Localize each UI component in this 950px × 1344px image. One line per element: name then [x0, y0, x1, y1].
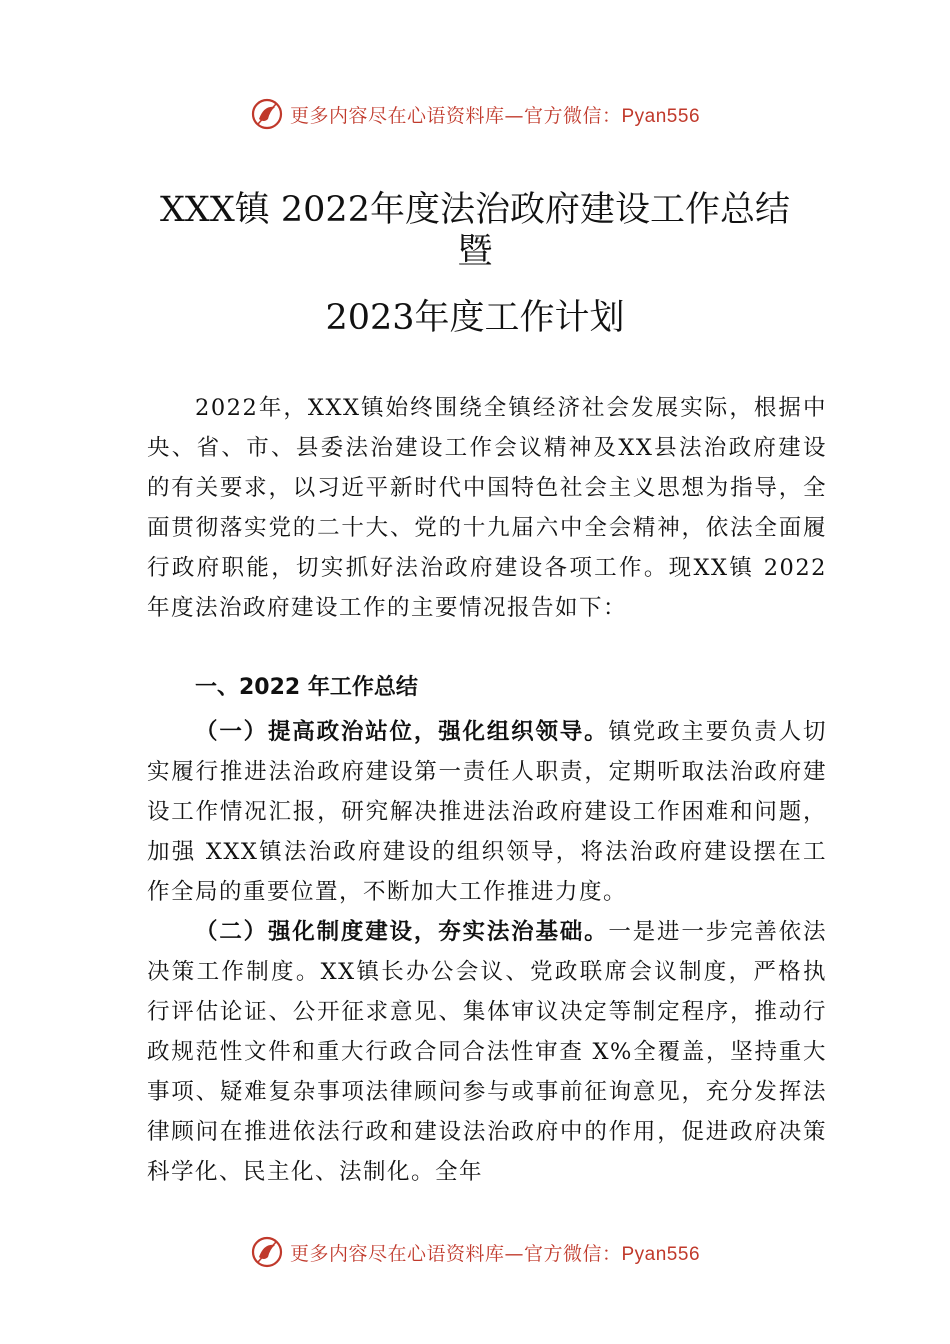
watermark-footer: [0, 1232, 950, 1272]
item-2-text: 一是进一步完善依法决策工作制度。XX镇长办公会议、党政联席会议制度，严格执行评估论证、公开征求意见、集体审议决定等制定程序，推动行政规范性文件和重大行政合同合法性审查 X%全覆盖，坚持重大事项、疑难复杂事项法律顾问参与或事前征询意见，充分发挥法律顾问在推进依法行政和建设法治政府中的作用，促进政府决策科学化、民主化、法制化。全年: [147, 919, 827, 1185]
watermark-text: [290, 1239, 700, 1266]
watermark-label: 更多内容尽在心语资料库—官方微信：: [289, 1242, 622, 1265]
item-1-lead: （一）提高政治站位，强化组织领导。: [195, 719, 609, 745]
watermark-label: 更多内容尽在心语资料库—官方微信：: [289, 104, 622, 127]
item-1-text: 镇党政主要负责人切实履行推进法治政府建设第一责任人职责，定期听取法治政府建设工作情况汇报，研究解决推进法治政府建设工作困难和问题，加强 XXX镇法治政府建设的组织领导，将法治政府建设摆在工作全局的重要位置，不断加大工作推进力度。: [147, 719, 827, 905]
watermark-wechat-id: Pyan556: [621, 105, 701, 127]
watermark-text: [290, 101, 700, 128]
watermark-wechat-id: Pyan556: [621, 1243, 701, 1265]
document-title-line1: XXX镇 2022年度法治政府建设工作总结: [160, 190, 790, 230]
section-heading-1: 一、2022 年工作总结: [195, 675, 418, 700]
document-title-line3: 2023年度工作计划: [325, 298, 625, 338]
watermark-header: [0, 94, 950, 134]
item-2-paragraph: [147, 912, 827, 1192]
intro-paragraph: 2022年，XXX镇始终围绕全镇经济社会发展实际，根据中央、省、市、县委法治建设工作会议精神及XX县法治政府建设的有关要求，以习近平新时代中国特色社会主义思想为指导，全面贯彻落实党的二十大、党的十九届六中全会精神，依法全面履行政府职能，切实抓好法治政府建设各项工作。现XX镇 2022 年度法治政府建设工作的主要情况报告如下：: [147, 395, 827, 621]
watermark-logo-icon: [250, 1235, 284, 1269]
document-title-line2: 暨: [457, 232, 493, 272]
watermark-logo-icon: [250, 97, 284, 131]
item-1-paragraph: [147, 712, 827, 912]
item-2-lead: （二）强化制度建设，夯实法治基础。: [195, 919, 609, 945]
